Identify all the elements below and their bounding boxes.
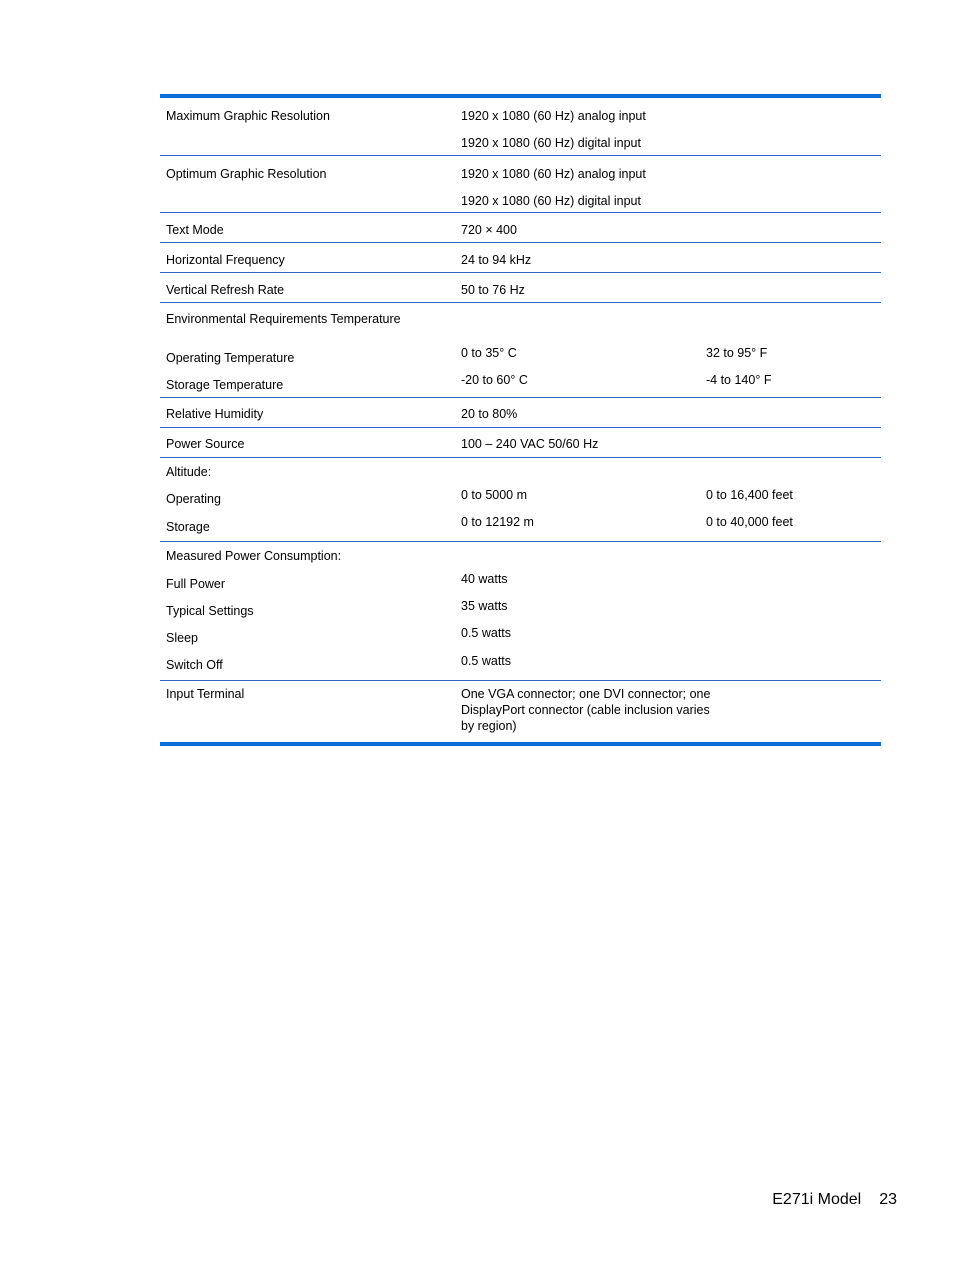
table-row-max-resolution	[160, 98, 881, 156]
power-source-value: 100 – 240 VAC 50/60 Hz	[461, 437, 599, 451]
text-mode-label: Text Mode	[166, 223, 224, 237]
altitude-operating-feet: 0 to 16,400 feet	[706, 488, 793, 502]
altitude-storage-feet: 0 to 40,000 feet	[706, 515, 793, 529]
table-row-text-mode	[160, 213, 881, 243]
input-terminal-label: Input Terminal	[166, 687, 245, 701]
max-resolution-digital: 1920 x 1080 (60 Hz) digital input	[461, 136, 641, 150]
storage-temperature-label: Storage Temperature	[166, 378, 284, 392]
optimum-resolution-analog: 1920 x 1080 (60 Hz) analog input	[461, 167, 646, 181]
horizontal-frequency-value: 24 to 94 kHz	[461, 253, 532, 267]
vertical-refresh-label: Vertical Refresh Rate	[166, 283, 285, 297]
full-power-label: Full Power	[166, 577, 226, 591]
sleep-label: Sleep	[166, 631, 198, 645]
text-mode-value: 720 × 400	[461, 223, 517, 237]
typical-settings-value: 35 watts	[461, 599, 508, 613]
optimum-resolution-digital: 1920 x 1080 (60 Hz) digital input	[461, 194, 641, 208]
spec-table	[160, 94, 881, 746]
table-row-power-consumption	[160, 542, 881, 681]
input-terminal-value: One VGA connector; one DVI connector; one DisplayPort connector (cable inclusion varies by region)	[461, 687, 711, 733]
altitude-storage-meters: 0 to 12192 m	[461, 515, 534, 529]
altitude-label: Altitude:	[166, 465, 212, 479]
table-row-vertical-refresh	[160, 273, 881, 303]
relative-humidity-value: 20 to 80%	[461, 407, 518, 421]
vertical-refresh-value: 50 to 76 Hz	[461, 283, 525, 297]
storage-temperature-fahrenheit: -4 to 140° F	[706, 373, 772, 387]
page-number: 23	[879, 1191, 897, 1208]
page-footer	[772, 1191, 897, 1209]
table-bottom-rule	[160, 742, 881, 746]
sleep-value: 0.5 watts	[461, 626, 512, 640]
power-source-label: Power Source	[166, 437, 245, 451]
operating-temperature-fahrenheit: 32 to 95° F	[706, 346, 768, 360]
power-consumption-label: Measured Power Consumption:	[166, 549, 342, 563]
altitude-storage-label: Storage	[166, 520, 210, 534]
altitude-operating-label: Operating	[166, 492, 221, 506]
full-power-value: 40 watts	[461, 572, 508, 586]
operating-temperature-celsius: 0 to 35° C	[461, 346, 517, 360]
table-row-optimum-resolution	[160, 156, 881, 213]
storage-temperature-celsius: -20 to 60° C	[461, 373, 528, 387]
max-resolution-analog: 1920 x 1080 (60 Hz) analog input	[461, 109, 646, 123]
table-row-horizontal-frequency	[160, 243, 881, 273]
horizontal-frequency-label: Horizontal Frequency	[166, 253, 285, 267]
switch-off-label: Switch Off	[166, 658, 223, 672]
table-row-input-terminal	[160, 681, 881, 742]
typical-settings-label: Typical Settings	[166, 604, 254, 618]
altitude-operating-meters: 0 to 5000 m	[461, 488, 528, 502]
optimum-resolution-label: Optimum Graphic Resolution	[166, 167, 327, 181]
operating-temperature-label: Operating Temperature	[166, 351, 295, 365]
footer-model: E271i Model	[772, 1191, 862, 1208]
max-resolution-label: Maximum Graphic Resolution	[166, 109, 330, 123]
switch-off-value: 0.5 watts	[461, 654, 512, 668]
environment-temperature-label: Environmental Requirements Temperature	[166, 312, 401, 326]
table-row-environment-temperature	[160, 303, 881, 398]
table-row-power-source	[160, 428, 881, 458]
table-row-relative-humidity	[160, 398, 881, 428]
relative-humidity-label: Relative Humidity	[166, 407, 264, 421]
table-row-altitude	[160, 458, 881, 542]
